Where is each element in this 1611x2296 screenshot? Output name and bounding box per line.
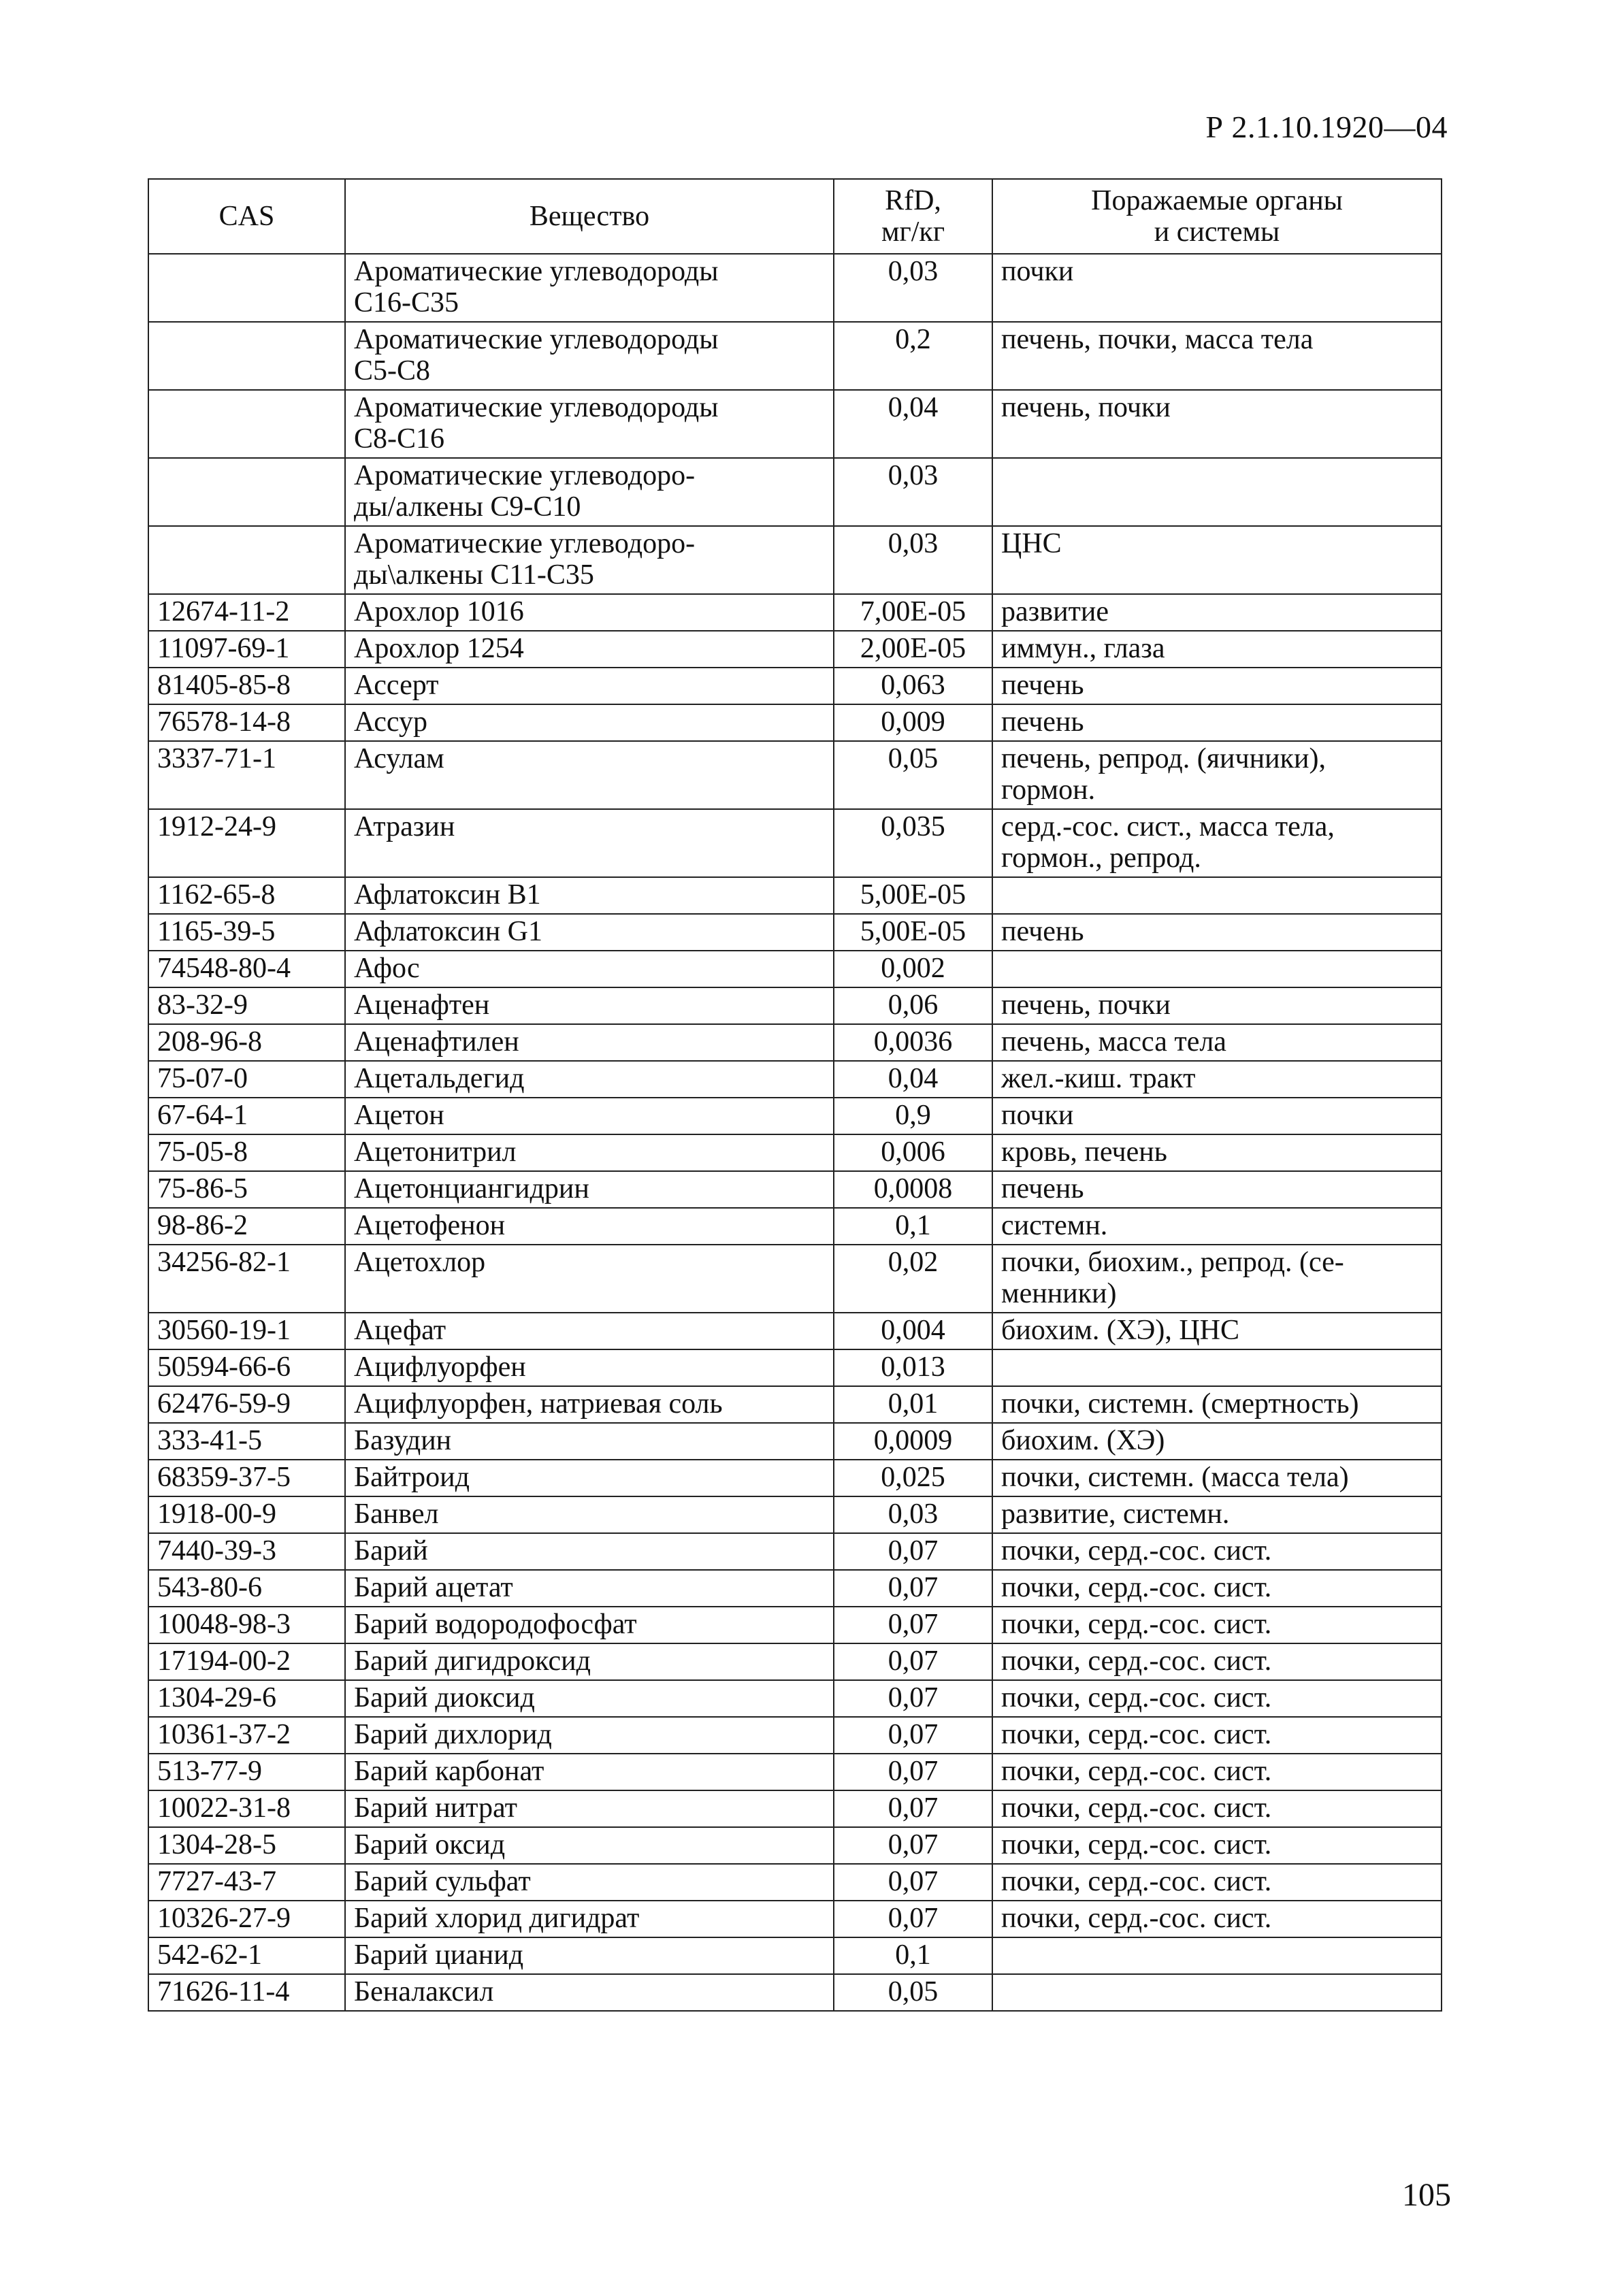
table-row xyxy=(148,1134,1442,1171)
cell-substance: Беналаксил xyxy=(345,1974,834,2011)
table-row xyxy=(148,594,1442,631)
cell-rfd: 0,2 xyxy=(834,322,992,390)
cell-substance: Барий xyxy=(345,1533,834,1570)
cell-organs: развитие, системн. xyxy=(992,1496,1442,1533)
cell-rfd: 0,02 xyxy=(834,1245,992,1313)
table-row xyxy=(148,668,1442,704)
cell-substance: Ассур xyxy=(345,704,834,741)
table-row xyxy=(148,631,1442,668)
cell-organs: почки, серд.-сос. сист. xyxy=(992,1790,1442,1827)
table-row xyxy=(148,1680,1442,1717)
rfd-table xyxy=(148,178,1442,2012)
table-row xyxy=(148,1570,1442,1607)
cell-cas: 30560-19-1 xyxy=(148,1313,345,1349)
cell-cas: 62476-59-9 xyxy=(148,1386,345,1423)
cell-rfd: 0,07 xyxy=(834,1827,992,1864)
cell-rfd: 0,006 xyxy=(834,1134,992,1171)
cell-organs: системн. xyxy=(992,1208,1442,1245)
table-row xyxy=(148,1643,1442,1680)
cell-rfd: 5,00Е-05 xyxy=(834,914,992,951)
cell-rfd: 0,07 xyxy=(834,1790,992,1827)
cell-rfd: 7,00Е-05 xyxy=(834,594,992,631)
cell-rfd: 0,004 xyxy=(834,1313,992,1349)
cell-substance: Ацетонциангидрин xyxy=(345,1171,834,1208)
cell-substance: Ароматические углеводоро- ды/алкены С9-С10 xyxy=(345,458,834,526)
cell-substance: Базудин xyxy=(345,1423,834,1460)
cell-rfd: 0,03 xyxy=(834,254,992,322)
cell-organs: развитие xyxy=(992,594,1442,631)
cell-substance: Барий хлорид дигидрат xyxy=(345,1901,834,1937)
cell-organs: почки, серд.-сос. сист. xyxy=(992,1901,1442,1937)
cell-cas: 83-32-9 xyxy=(148,987,345,1024)
cell-rfd: 2,00Е-05 xyxy=(834,631,992,668)
cell-rfd: 0,03 xyxy=(834,1496,992,1533)
cell-substance: Барий водородофосфат xyxy=(345,1607,834,1643)
cell-cas xyxy=(148,458,345,526)
cell-rfd: 0,07 xyxy=(834,1533,992,1570)
cell-rfd: 0,0009 xyxy=(834,1423,992,1460)
cell-cas: 1304-28-5 xyxy=(148,1827,345,1864)
table-row xyxy=(148,1790,1442,1827)
table-row xyxy=(148,390,1442,458)
cell-rfd: 0,07 xyxy=(834,1570,992,1607)
cell-cas: 543-80-6 xyxy=(148,1570,345,1607)
cell-rfd: 0,07 xyxy=(834,1754,992,1790)
cell-organs: почки, серд.-сос. сист. xyxy=(992,1754,1442,1790)
table-row xyxy=(148,526,1442,594)
cell-rfd: 0,063 xyxy=(834,668,992,704)
cell-organs: почки, серд.-сос. сист. xyxy=(992,1570,1442,1607)
cell-cas: 76578-14-8 xyxy=(148,704,345,741)
cell-organs xyxy=(992,951,1442,987)
table-row xyxy=(148,1245,1442,1313)
header-cas: CAS xyxy=(148,179,345,254)
cell-rfd: 0,04 xyxy=(834,390,992,458)
table-row xyxy=(148,1717,1442,1754)
cell-substance: Ассерт xyxy=(345,668,834,704)
cell-rfd: 0,05 xyxy=(834,741,992,809)
cell-organs xyxy=(992,1349,1442,1386)
table-body xyxy=(148,254,1442,2011)
cell-substance: Ацифлуорфен xyxy=(345,1349,834,1386)
cell-cas: 7440-39-3 xyxy=(148,1533,345,1570)
cell-cas: 10361-37-2 xyxy=(148,1717,345,1754)
cell-substance: Ацетон xyxy=(345,1098,834,1134)
cell-cas: 98-86-2 xyxy=(148,1208,345,1245)
cell-rfd: 0,0036 xyxy=(834,1024,992,1061)
cell-substance: Ацетофенон xyxy=(345,1208,834,1245)
cell-organs: кровь, печень xyxy=(992,1134,1442,1171)
cell-organs: почки, серд.-сос. сист. xyxy=(992,1607,1442,1643)
table-row xyxy=(148,987,1442,1024)
cell-substance: Ароматические углеводороды С16-С35 xyxy=(345,254,834,322)
cell-organs: почки, системн. (смертность) xyxy=(992,1386,1442,1423)
table-row xyxy=(148,877,1442,914)
cell-organs: почки, серд.-сос. сист. xyxy=(992,1864,1442,1901)
cell-cas: 208-96-8 xyxy=(148,1024,345,1061)
cell-cas: 34256-82-1 xyxy=(148,1245,345,1313)
table-row xyxy=(148,1024,1442,1061)
cell-cas: 10326-27-9 xyxy=(148,1901,345,1937)
cell-rfd: 5,00Е-05 xyxy=(834,877,992,914)
cell-rfd: 0,1 xyxy=(834,1937,992,1974)
cell-cas: 3337-71-1 xyxy=(148,741,345,809)
cell-organs: серд.-сос. сист., масса тела, гормон., репрод. xyxy=(992,809,1442,877)
table-row xyxy=(148,322,1442,390)
cell-substance: Атразин xyxy=(345,809,834,877)
cell-substance: Ацетонитрил xyxy=(345,1134,834,1171)
cell-cas: 71626-11-4 xyxy=(148,1974,345,2011)
cell-cas: 1165-39-5 xyxy=(148,914,345,951)
cell-rfd: 0,04 xyxy=(834,1061,992,1098)
cell-organs: биохим. (ХЭ), ЦНС xyxy=(992,1313,1442,1349)
cell-rfd: 0,07 xyxy=(834,1901,992,1937)
cell-substance: Аценафтен xyxy=(345,987,834,1024)
cell-rfd: 0,06 xyxy=(834,987,992,1024)
cell-rfd: 0,03 xyxy=(834,526,992,594)
table-row xyxy=(148,1937,1442,1974)
cell-cas: 11097-69-1 xyxy=(148,631,345,668)
table-row xyxy=(148,458,1442,526)
cell-rfd: 0,002 xyxy=(834,951,992,987)
cell-substance: Барий дихлорид xyxy=(345,1717,834,1754)
document-code: Р 2.1.10.1920—04 xyxy=(1205,110,1448,144)
cell-cas: 81405-85-8 xyxy=(148,668,345,704)
cell-organs: почки, серд.-сос. сист. xyxy=(992,1680,1442,1717)
cell-organs: печень xyxy=(992,704,1442,741)
cell-cas: 1162-65-8 xyxy=(148,877,345,914)
cell-cas: 68359-37-5 xyxy=(148,1460,345,1496)
cell-substance: Афос xyxy=(345,951,834,987)
cell-substance: Ацетохлор xyxy=(345,1245,834,1313)
table-row xyxy=(148,1827,1442,1864)
cell-substance: Барий оксид xyxy=(345,1827,834,1864)
cell-cas: 542-62-1 xyxy=(148,1937,345,1974)
cell-substance: Ацефат xyxy=(345,1313,834,1349)
table-row xyxy=(148,1901,1442,1937)
cell-cas xyxy=(148,254,345,322)
cell-rfd: 0,07 xyxy=(834,1864,992,1901)
cell-substance: Ароматические углеводоро- ды\алкены С11-С35 xyxy=(345,526,834,594)
cell-rfd: 0,1 xyxy=(834,1208,992,1245)
cell-substance: Афлатоксин G1 xyxy=(345,914,834,951)
table-row xyxy=(148,704,1442,741)
cell-substance: Барий карбонат xyxy=(345,1754,834,1790)
cell-cas: 50594-66-6 xyxy=(148,1349,345,1386)
cell-cas: 17194-00-2 xyxy=(148,1643,345,1680)
table-row xyxy=(148,914,1442,951)
cell-cas: 1918-00-9 xyxy=(148,1496,345,1533)
cell-cas: 333-41-5 xyxy=(148,1423,345,1460)
cell-rfd: 0,07 xyxy=(834,1643,992,1680)
cell-organs: печень, почки xyxy=(992,390,1442,458)
cell-cas xyxy=(148,526,345,594)
table-row xyxy=(148,1423,1442,1460)
cell-organs xyxy=(992,877,1442,914)
table-row xyxy=(148,1171,1442,1208)
header-organs: Поражаемые органы и системы xyxy=(992,179,1442,254)
table-row xyxy=(148,809,1442,877)
table-row xyxy=(148,1974,1442,2011)
cell-cas: 75-07-0 xyxy=(148,1061,345,1098)
cell-substance: Ароматические углеводороды С8-С16 xyxy=(345,390,834,458)
table-row xyxy=(148,1386,1442,1423)
table-row xyxy=(148,1349,1442,1386)
cell-substance: Арохлор 1254 xyxy=(345,631,834,668)
table-header-row xyxy=(148,179,1442,254)
table-row xyxy=(148,1061,1442,1098)
cell-organs: почки xyxy=(992,1098,1442,1134)
table-row xyxy=(148,1496,1442,1533)
cell-organs: биохим. (ХЭ) xyxy=(992,1423,1442,1460)
table-row xyxy=(148,1754,1442,1790)
cell-substance: Барий диоксид xyxy=(345,1680,834,1717)
cell-organs xyxy=(992,1974,1442,2011)
cell-cas: 513-77-9 xyxy=(148,1754,345,1790)
cell-substance: Байтроид xyxy=(345,1460,834,1496)
table-row xyxy=(148,741,1442,809)
cell-organs: печень xyxy=(992,668,1442,704)
table-row xyxy=(148,1313,1442,1349)
cell-cas: 74548-80-4 xyxy=(148,951,345,987)
table-row xyxy=(148,1864,1442,1901)
cell-organs: ЦНС xyxy=(992,526,1442,594)
cell-organs: почки, биохим., репрод. (се- менники) xyxy=(992,1245,1442,1313)
cell-cas: 10022-31-8 xyxy=(148,1790,345,1827)
cell-cas xyxy=(148,390,345,458)
cell-rfd: 0,025 xyxy=(834,1460,992,1496)
cell-organs: печень, масса тела xyxy=(992,1024,1442,1061)
page-number: 105 xyxy=(1402,2177,1451,2213)
cell-organs: печень, почки, масса тела xyxy=(992,322,1442,390)
cell-substance: Барий нитрат xyxy=(345,1790,834,1827)
cell-organs: жел.-киш. тракт xyxy=(992,1061,1442,1098)
cell-cas xyxy=(148,322,345,390)
table-row xyxy=(148,1533,1442,1570)
cell-rfd: 0,03 xyxy=(834,458,992,526)
cell-substance: Барий сульфат xyxy=(345,1864,834,1901)
table-row xyxy=(148,1098,1442,1134)
cell-rfd: 0,07 xyxy=(834,1680,992,1717)
table-row xyxy=(148,254,1442,322)
cell-rfd: 0,009 xyxy=(834,704,992,741)
table-row xyxy=(148,1460,1442,1496)
table-row xyxy=(148,1607,1442,1643)
cell-rfd: 0,013 xyxy=(834,1349,992,1386)
cell-rfd: 0,07 xyxy=(834,1607,992,1643)
cell-substance: Ацетальдегид xyxy=(345,1061,834,1098)
cell-substance: Ацифлуорфен, натриевая соль xyxy=(345,1386,834,1423)
cell-cas: 75-05-8 xyxy=(148,1134,345,1171)
cell-organs: почки, серд.-сос. сист. xyxy=(992,1643,1442,1680)
cell-organs: печень, почки xyxy=(992,987,1442,1024)
cell-cas: 10048-98-3 xyxy=(148,1607,345,1643)
cell-cas: 75-86-5 xyxy=(148,1171,345,1208)
cell-rfd: 0,01 xyxy=(834,1386,992,1423)
cell-organs: печень xyxy=(992,1171,1442,1208)
header-substance: Вещество xyxy=(345,179,834,254)
cell-organs xyxy=(992,458,1442,526)
cell-cas: 1304-29-6 xyxy=(148,1680,345,1717)
cell-substance: Асулам xyxy=(345,741,834,809)
cell-organs: печень, репрод. (яичники), гормон. xyxy=(992,741,1442,809)
cell-cas: 12674-11-2 xyxy=(148,594,345,631)
cell-rfd: 0,9 xyxy=(834,1098,992,1134)
table-row xyxy=(148,951,1442,987)
cell-organs xyxy=(992,1937,1442,1974)
cell-substance: Ароматические углеводороды С5-С8 xyxy=(345,322,834,390)
header-rfd: RfD, мг/кг xyxy=(834,179,992,254)
cell-organs: почки, системн. (масса тела) xyxy=(992,1460,1442,1496)
cell-rfd: 0,05 xyxy=(834,1974,992,2011)
cell-substance: Банвел xyxy=(345,1496,834,1533)
cell-rfd: 0,0008 xyxy=(834,1171,992,1208)
cell-substance: Барий цианид xyxy=(345,1937,834,1974)
cell-cas: 67-64-1 xyxy=(148,1098,345,1134)
cell-organs: почки, серд.-сос. сист. xyxy=(992,1827,1442,1864)
cell-substance: Арохлор 1016 xyxy=(345,594,834,631)
cell-rfd: 0,035 xyxy=(834,809,992,877)
cell-cas: 1912-24-9 xyxy=(148,809,345,877)
cell-cas: 7727-43-7 xyxy=(148,1864,345,1901)
cell-organs: почки xyxy=(992,254,1442,322)
cell-substance: Аценафтилен xyxy=(345,1024,834,1061)
cell-organs: иммун., глаза xyxy=(992,631,1442,668)
cell-substance: Барий ацетат xyxy=(345,1570,834,1607)
cell-substance: Афлатоксин В1 xyxy=(345,877,834,914)
cell-organs: печень xyxy=(992,914,1442,951)
table-row xyxy=(148,1208,1442,1245)
cell-substance: Барий дигидроксид xyxy=(345,1643,834,1680)
cell-organs: почки, серд.-сос. сист. xyxy=(992,1533,1442,1570)
cell-organs: почки, серд.-сос. сист. xyxy=(992,1717,1442,1754)
cell-rfd: 0,07 xyxy=(834,1717,992,1754)
